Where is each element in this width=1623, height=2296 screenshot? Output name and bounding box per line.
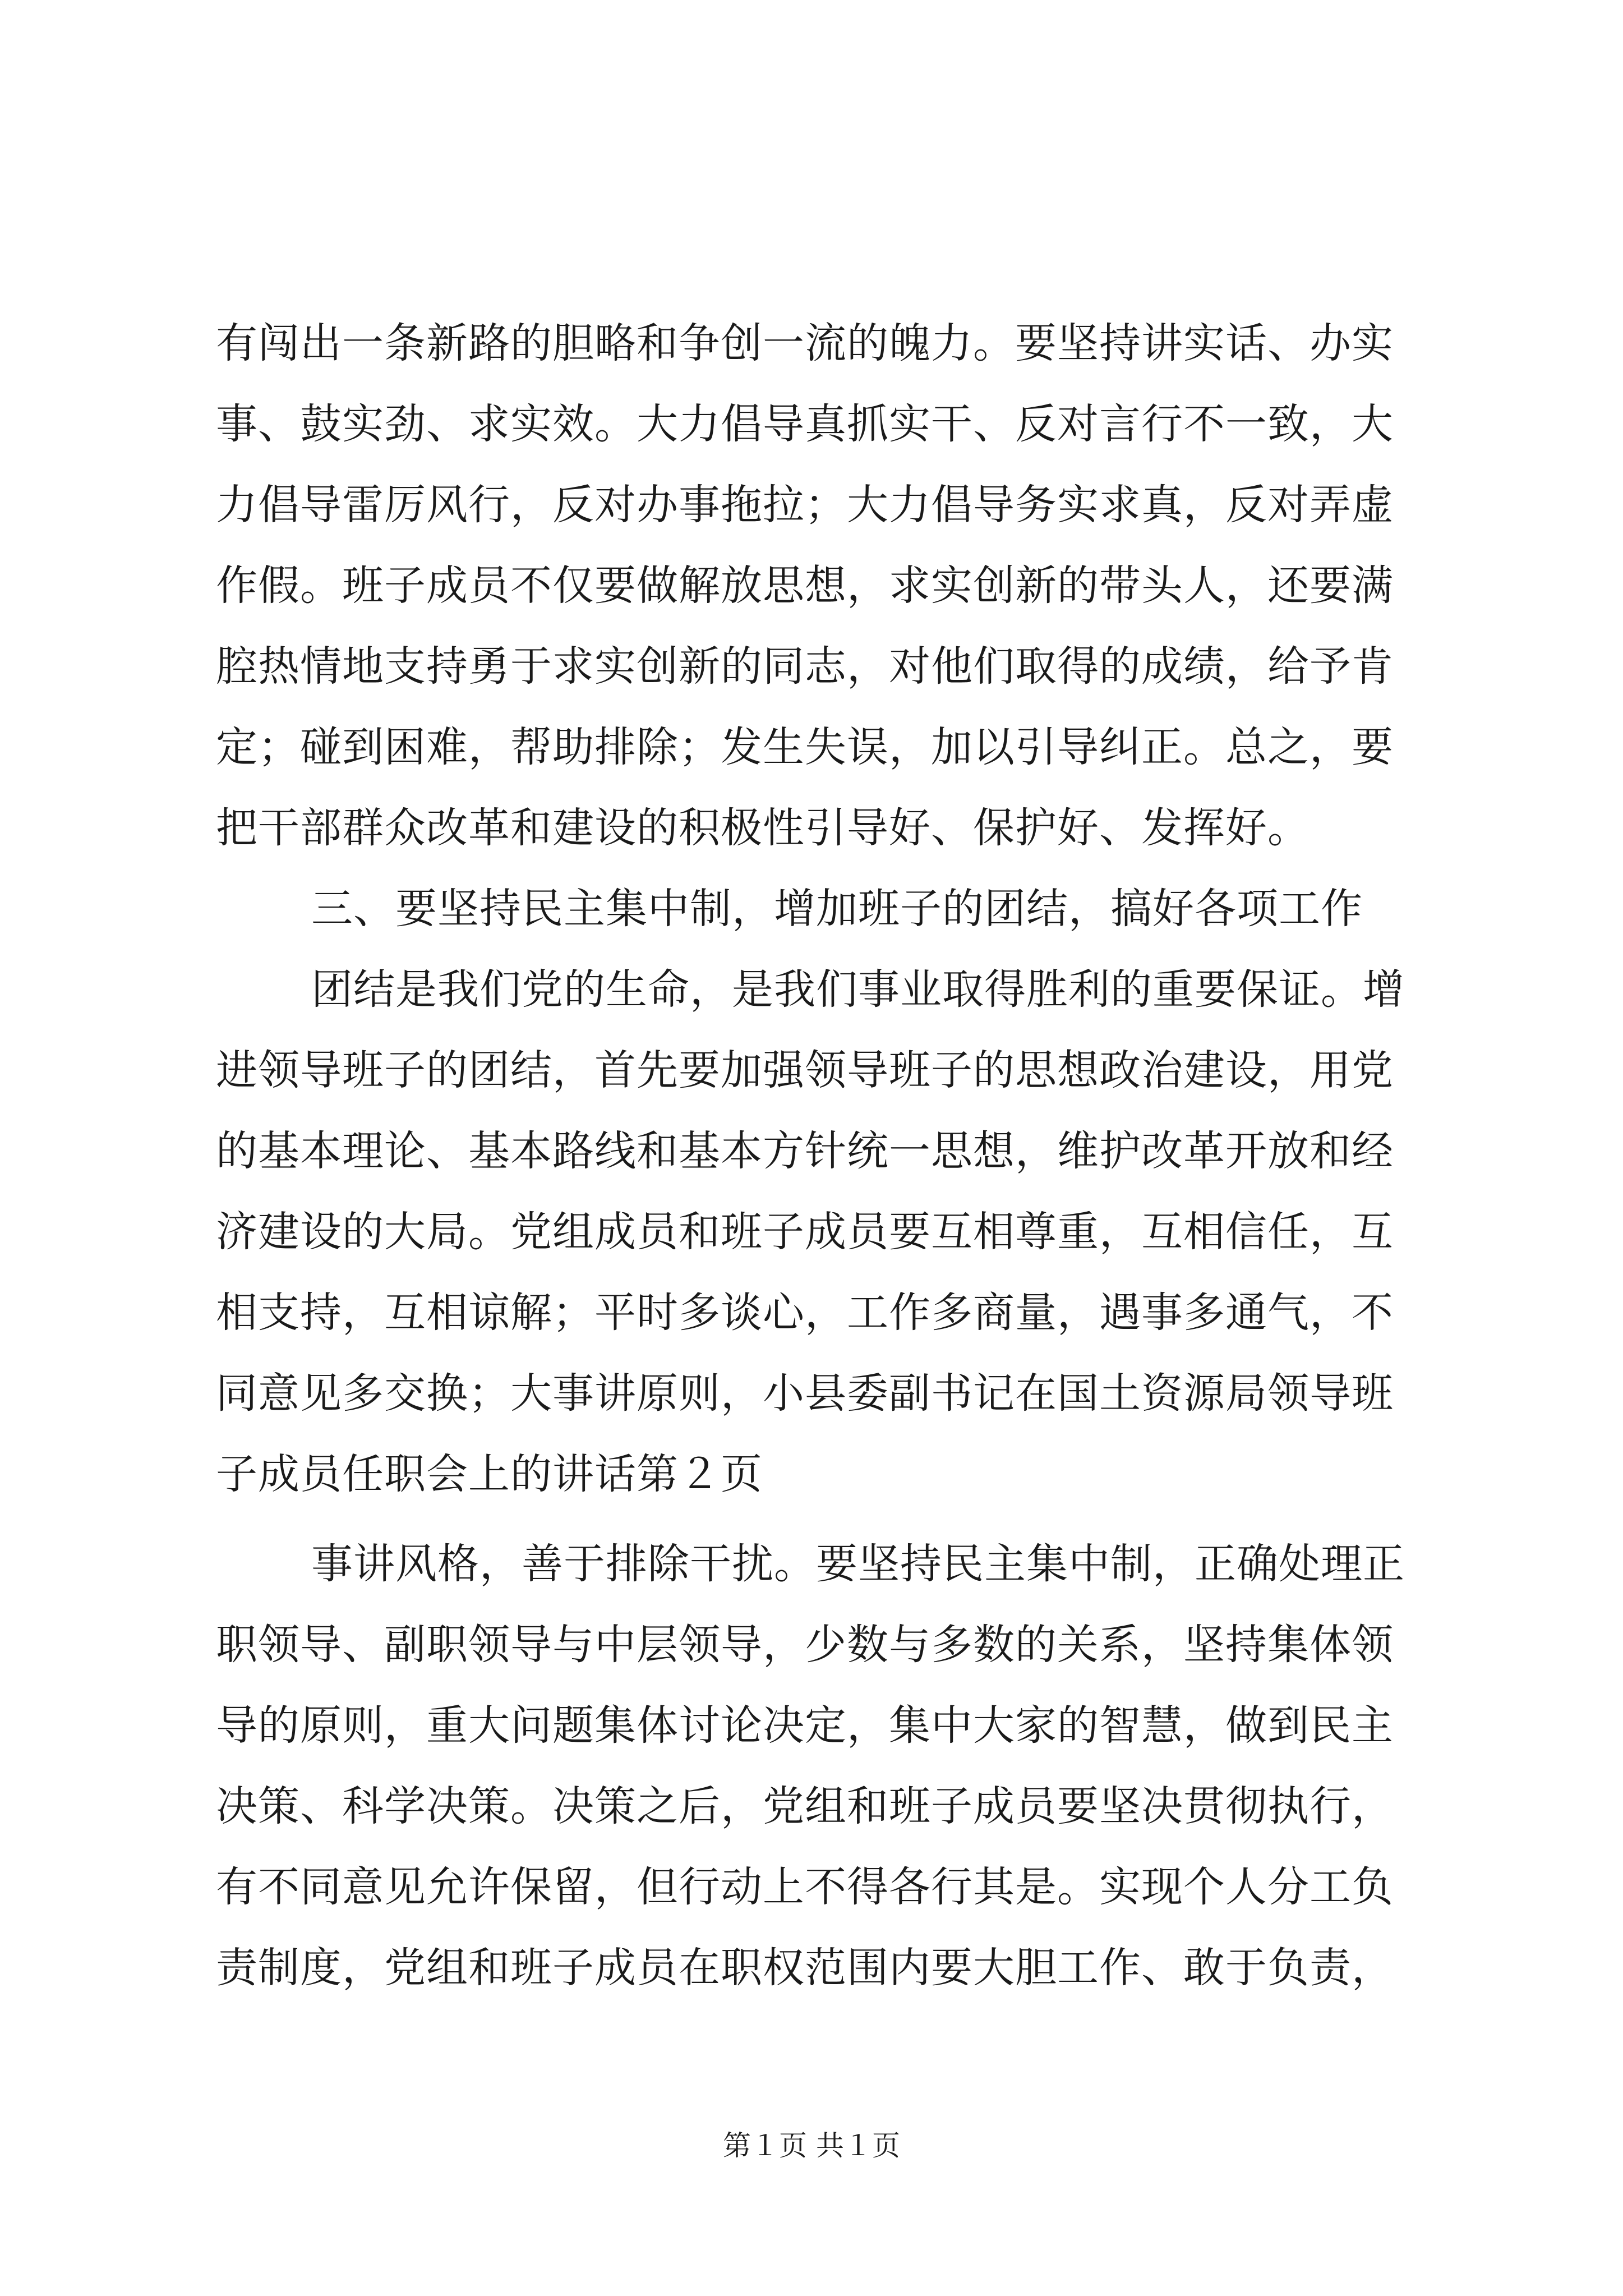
body-line: 力倡导雷厉风行，反对办事拖拉；大力倡导务实求真，反对弄虚 [216,481,1394,529]
body-line: 导的原则，重大问题集体讨论决定，集中大家的智慧，做到民主 [216,1701,1394,1750]
body-line: 责制度，党组和班子成员在职权范围内要大胆工作、敢于负责， [216,1944,1394,1992]
body-line: 的基本理论、基本路线和基本方针统一思想，维护改革开放和经 [216,1127,1394,1175]
body-line: 定；碰到困难，帮助排除；发生失误，加以引导纠正。总之，要 [216,723,1394,771]
body-line: 职领导、副职领导与中层领导，少数与多数的关系，坚持集体领 [216,1621,1394,1669]
section-heading: 三、要坚持民主集中制，增加班子的团结，搞好各项工作 [311,885,1363,933]
body-line: 腔热情地支持勇于求实创新的同志，对他们取得的成绩，给予肯 [216,642,1394,691]
body-line: 济建设的大局。党组成员和班子成员要互相尊重，互相信任，互 [216,1208,1394,1256]
body-line: 把干部群众改革和建设的积极性引导好、保护好、发挥好。 [216,804,1310,852]
body-line: 作假。班子成员不仅要做解放思想，求实创新的带头人，还要满 [216,562,1394,610]
body-line: 进领导班子的团结，首先要加强领导班子的思想政治建设，用党 [216,1046,1394,1094]
page-footer: 第１页 共１页 [723,2129,900,2162]
body-line: 同意见多交换；大事讲原则，小县委副书记在国土资源局领导班 [216,1369,1394,1418]
body-line: 相支持，互相谅解；平时多谈心，工作多商量，遇事多通气，不 [216,1289,1394,1337]
body-line: 事、鼓实劲、求实效。大力倡导真抓实干、反对言行不一致，大 [216,400,1394,448]
body-line: 有不同意见允许保留，但行动上不得各行其是。实现个人分工负 [216,1863,1394,1911]
body-line: 有闯出一条新路的胆略和争创一流的魄力。要坚持讲实话、办实 [216,319,1394,367]
paragraph-start-line: 团结是我们党的生命，是我们事业取得胜利的重要保证。增 [311,965,1405,1014]
paragraph-start-line: 事讲风格，善于排除干扰。要坚持民主集中制，正确处理正 [311,1540,1405,1588]
body-line: 子成员任职会上的讲话第２页 [216,1450,763,1498]
body-line: 决策、科学决策。决策之后，党组和班子成员要坚决贯彻执行， [216,1782,1394,1830]
